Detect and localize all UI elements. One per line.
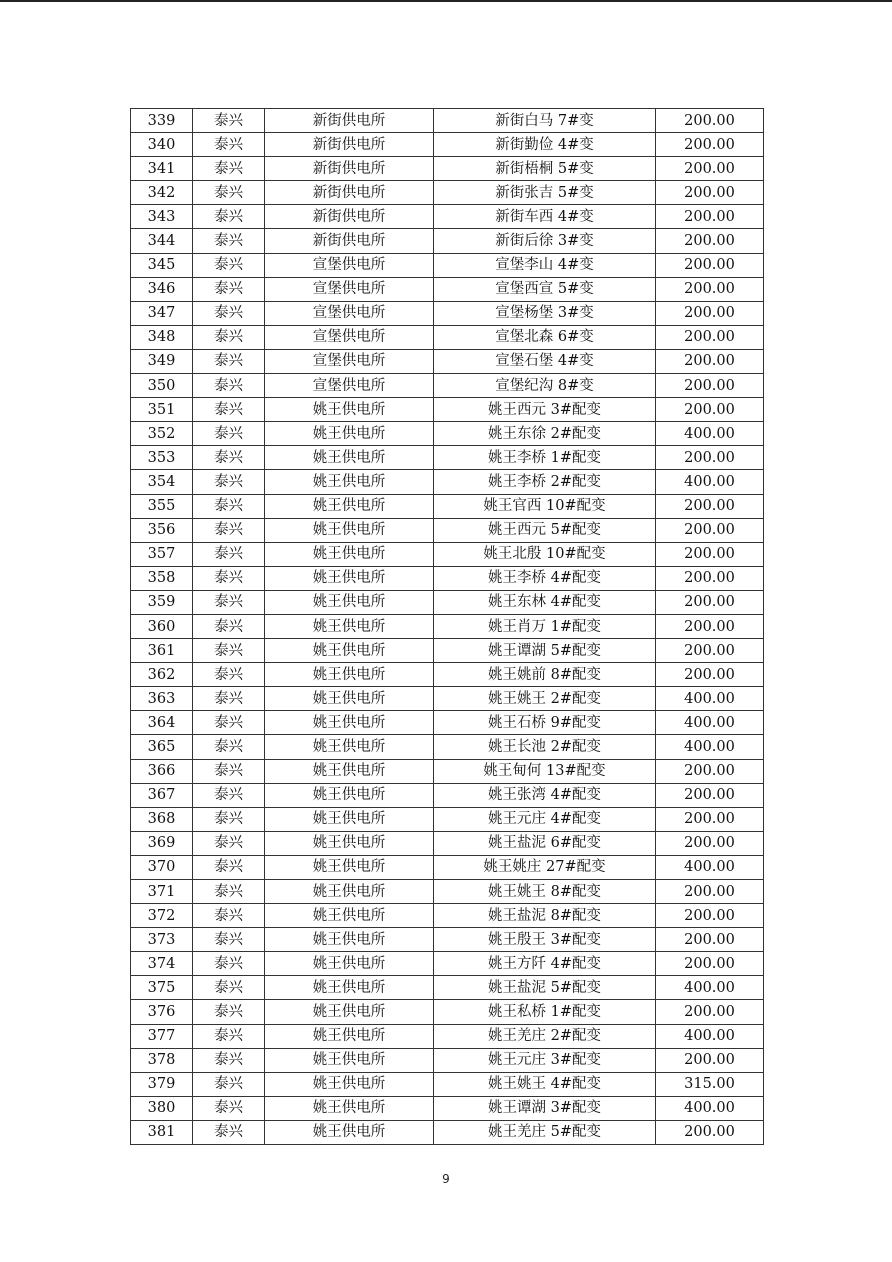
transformer-name-cell: 姚王姚王 8#配变 — [434, 880, 656, 904]
capacity-cell: 200.00 — [656, 614, 764, 638]
capacity-cell: 200.00 — [656, 663, 764, 687]
station-cell: 新街供电所 — [265, 229, 434, 253]
transformer-name-cell: 宣堡石堡 4#变 — [434, 349, 656, 373]
row-index-cell: 381 — [131, 1120, 193, 1144]
transformer-name-cell: 姚王肖万 1#配变 — [434, 614, 656, 638]
top-border-line — [0, 0, 892, 2]
region-cell: 泰兴 — [193, 470, 265, 494]
station-cell: 宣堡供电所 — [265, 253, 434, 277]
transformer-name-cell: 宣堡纪沟 8#变 — [434, 374, 656, 398]
station-cell: 姚王供电所 — [265, 831, 434, 855]
capacity-cell: 200.00 — [656, 928, 764, 952]
region-cell: 泰兴 — [193, 277, 265, 301]
region-cell: 泰兴 — [193, 301, 265, 325]
region-cell: 泰兴 — [193, 735, 265, 759]
region-cell: 泰兴 — [193, 1096, 265, 1120]
row-index-cell: 343 — [131, 205, 193, 229]
table-row — [131, 807, 764, 831]
station-cell: 姚王供电所 — [265, 807, 434, 831]
region-cell: 泰兴 — [193, 1072, 265, 1096]
table-row — [131, 301, 764, 325]
station-cell: 宣堡供电所 — [265, 277, 434, 301]
capacity-cell: 400.00 — [656, 1024, 764, 1048]
region-cell: 泰兴 — [193, 398, 265, 422]
table-row — [131, 952, 764, 976]
transformer-name-cell: 姚王李桥 4#配变 — [434, 566, 656, 590]
row-index-cell: 355 — [131, 494, 193, 518]
transformer-name-cell: 姚王盐泥 6#配变 — [434, 831, 656, 855]
row-index-cell: 354 — [131, 470, 193, 494]
region-cell: 泰兴 — [193, 590, 265, 614]
region-cell: 泰兴 — [193, 1000, 265, 1024]
capacity-cell: 200.00 — [656, 1000, 764, 1024]
capacity-cell: 200.00 — [656, 301, 764, 325]
capacity-cell: 200.00 — [656, 1048, 764, 1072]
table-row — [131, 422, 764, 446]
station-cell: 姚王供电所 — [265, 759, 434, 783]
region-cell: 泰兴 — [193, 639, 265, 663]
transformer-table — [130, 108, 764, 1145]
row-index-cell: 342 — [131, 181, 193, 205]
capacity-cell: 200.00 — [656, 181, 764, 205]
station-cell: 姚王供电所 — [265, 663, 434, 687]
row-index-cell: 360 — [131, 614, 193, 638]
region-cell: 泰兴 — [193, 157, 265, 181]
capacity-cell: 200.00 — [656, 133, 764, 157]
transformer-name-cell: 姚王姚王 2#配变 — [434, 687, 656, 711]
region-cell: 泰兴 — [193, 566, 265, 590]
capacity-cell: 315.00 — [656, 1072, 764, 1096]
transformer-name-cell: 姚王元庄 4#配变 — [434, 807, 656, 831]
table-row — [131, 831, 764, 855]
region-cell: 泰兴 — [193, 1048, 265, 1072]
row-index-cell: 353 — [131, 446, 193, 470]
transformer-name-cell: 宣堡李山 4#变 — [434, 253, 656, 277]
transformer-name-cell: 新街白马 7#变 — [434, 109, 656, 133]
station-cell: 宣堡供电所 — [265, 325, 434, 349]
transformer-name-cell: 姚王石桥 9#配变 — [434, 711, 656, 735]
region-cell: 泰兴 — [193, 831, 265, 855]
capacity-cell: 200.00 — [656, 253, 764, 277]
transformer-name-cell: 姚王李桥 2#配变 — [434, 470, 656, 494]
row-index-cell: 362 — [131, 663, 193, 687]
table-row — [131, 374, 764, 398]
row-index-cell: 341 — [131, 157, 193, 181]
row-index-cell: 374 — [131, 952, 193, 976]
region-cell: 泰兴 — [193, 614, 265, 638]
transformer-name-cell: 新街车西 4#变 — [434, 205, 656, 229]
capacity-cell: 200.00 — [656, 566, 764, 590]
station-cell: 宣堡供电所 — [265, 374, 434, 398]
station-cell: 宣堡供电所 — [265, 349, 434, 373]
capacity-cell: 200.00 — [656, 374, 764, 398]
station-cell: 姚王供电所 — [265, 1096, 434, 1120]
station-cell: 姚王供电所 — [265, 590, 434, 614]
station-cell: 姚王供电所 — [265, 976, 434, 1000]
region-cell: 泰兴 — [193, 374, 265, 398]
transformer-name-cell: 姚王西元 3#配变 — [434, 398, 656, 422]
data-table-container — [130, 108, 763, 1145]
station-cell: 姚王供电所 — [265, 1048, 434, 1072]
region-cell: 泰兴 — [193, 133, 265, 157]
row-index-cell: 361 — [131, 639, 193, 663]
station-cell: 姚王供电所 — [265, 518, 434, 542]
row-index-cell: 363 — [131, 687, 193, 711]
transformer-name-cell: 姚王谭湖 3#配变 — [434, 1096, 656, 1120]
station-cell: 姚王供电所 — [265, 614, 434, 638]
table-row — [131, 711, 764, 735]
capacity-cell: 200.00 — [656, 807, 764, 831]
station-cell: 新街供电所 — [265, 205, 434, 229]
station-cell: 新街供电所 — [265, 133, 434, 157]
region-cell: 泰兴 — [193, 928, 265, 952]
table-row — [131, 157, 764, 181]
transformer-name-cell: 新街后徐 3#变 — [434, 229, 656, 253]
transformer-name-cell: 姚王甸何 13#配变 — [434, 759, 656, 783]
table-row — [131, 277, 764, 301]
capacity-cell: 200.00 — [656, 639, 764, 663]
transformer-name-cell: 宣堡西宣 5#变 — [434, 277, 656, 301]
region-cell: 泰兴 — [193, 807, 265, 831]
table-row — [131, 253, 764, 277]
region-cell: 泰兴 — [193, 494, 265, 518]
capacity-cell: 400.00 — [656, 1096, 764, 1120]
region-cell: 泰兴 — [193, 253, 265, 277]
region-cell: 泰兴 — [193, 181, 265, 205]
station-cell: 新街供电所 — [265, 157, 434, 181]
region-cell: 泰兴 — [193, 952, 265, 976]
region-cell: 泰兴 — [193, 542, 265, 566]
transformer-name-cell: 姚王姚前 8#配变 — [434, 663, 656, 687]
table-row — [131, 614, 764, 638]
station-cell: 新街供电所 — [265, 109, 434, 133]
transformer-name-cell: 姚王北殷 10#配变 — [434, 542, 656, 566]
table-row — [131, 325, 764, 349]
row-index-cell: 378 — [131, 1048, 193, 1072]
row-index-cell: 357 — [131, 542, 193, 566]
capacity-cell: 200.00 — [656, 952, 764, 976]
table-row — [131, 1024, 764, 1048]
row-index-cell: 364 — [131, 711, 193, 735]
row-index-cell: 347 — [131, 301, 193, 325]
table-row — [131, 1120, 764, 1144]
region-cell: 泰兴 — [193, 109, 265, 133]
transformer-name-cell: 姚王长池 2#配变 — [434, 735, 656, 759]
row-index-cell: 370 — [131, 855, 193, 879]
capacity-cell: 200.00 — [656, 880, 764, 904]
station-cell: 姚王供电所 — [265, 470, 434, 494]
row-index-cell: 350 — [131, 374, 193, 398]
station-cell: 姚王供电所 — [265, 542, 434, 566]
capacity-cell: 400.00 — [656, 711, 764, 735]
transformer-name-cell: 姚王东徐 2#配变 — [434, 422, 656, 446]
station-cell: 姚王供电所 — [265, 639, 434, 663]
capacity-cell: 200.00 — [656, 398, 764, 422]
station-cell: 姚王供电所 — [265, 1072, 434, 1096]
row-index-cell: 380 — [131, 1096, 193, 1120]
table-row — [131, 855, 764, 879]
transformer-name-cell: 姚王姚王 4#配变 — [434, 1072, 656, 1096]
capacity-cell: 200.00 — [656, 831, 764, 855]
table-row — [131, 518, 764, 542]
table-row — [131, 1048, 764, 1072]
row-index-cell: 349 — [131, 349, 193, 373]
region-cell: 泰兴 — [193, 759, 265, 783]
transformer-name-cell: 姚王羌庄 2#配变 — [434, 1024, 656, 1048]
transformer-name-cell: 姚王西元 5#配变 — [434, 518, 656, 542]
table-row — [131, 542, 764, 566]
station-cell: 姚王供电所 — [265, 422, 434, 446]
row-index-cell: 375 — [131, 976, 193, 1000]
table-row — [131, 1000, 764, 1024]
table-row — [131, 663, 764, 687]
station-cell: 姚王供电所 — [265, 783, 434, 807]
table-body — [131, 109, 764, 1145]
region-cell: 泰兴 — [193, 446, 265, 470]
table-row — [131, 205, 764, 229]
table-row — [131, 1096, 764, 1120]
station-cell: 姚王供电所 — [265, 855, 434, 879]
transformer-name-cell: 宣堡杨堡 3#变 — [434, 301, 656, 325]
region-cell: 泰兴 — [193, 1120, 265, 1144]
table-row — [131, 590, 764, 614]
row-index-cell: 344 — [131, 229, 193, 253]
transformer-name-cell: 姚王盐泥 8#配变 — [434, 904, 656, 928]
station-cell: 姚王供电所 — [265, 928, 434, 952]
capacity-cell: 200.00 — [656, 109, 764, 133]
capacity-cell: 200.00 — [656, 1120, 764, 1144]
row-index-cell: 359 — [131, 590, 193, 614]
transformer-name-cell: 姚王官西 10#配变 — [434, 494, 656, 518]
table-row — [131, 904, 764, 928]
row-index-cell: 368 — [131, 807, 193, 831]
capacity-cell: 400.00 — [656, 422, 764, 446]
station-cell: 姚王供电所 — [265, 566, 434, 590]
table-row — [131, 1072, 764, 1096]
region-cell: 泰兴 — [193, 783, 265, 807]
capacity-cell: 200.00 — [656, 157, 764, 181]
capacity-cell: 200.00 — [656, 759, 764, 783]
row-index-cell: 371 — [131, 880, 193, 904]
table-row — [131, 976, 764, 1000]
table-row — [131, 349, 764, 373]
table-row — [131, 928, 764, 952]
transformer-name-cell: 姚王元庄 3#配变 — [434, 1048, 656, 1072]
transformer-name-cell: 姚王东林 4#配变 — [434, 590, 656, 614]
row-index-cell: 346 — [131, 277, 193, 301]
table-row — [131, 687, 764, 711]
region-cell: 泰兴 — [193, 663, 265, 687]
row-index-cell: 348 — [131, 325, 193, 349]
station-cell: 宣堡供电所 — [265, 301, 434, 325]
station-cell: 姚王供电所 — [265, 904, 434, 928]
station-cell: 姚王供电所 — [265, 446, 434, 470]
row-index-cell: 352 — [131, 422, 193, 446]
capacity-cell: 200.00 — [656, 904, 764, 928]
station-cell: 姚王供电所 — [265, 735, 434, 759]
region-cell: 泰兴 — [193, 518, 265, 542]
transformer-name-cell: 姚王方阡 4#配变 — [434, 952, 656, 976]
row-index-cell: 377 — [131, 1024, 193, 1048]
transformer-name-cell: 姚王盐泥 5#配变 — [434, 976, 656, 1000]
table-row — [131, 181, 764, 205]
capacity-cell: 200.00 — [656, 205, 764, 229]
transformer-name-cell: 姚王姚庄 27#配变 — [434, 855, 656, 879]
transformer-name-cell: 姚王张湾 4#配变 — [434, 783, 656, 807]
table-row — [131, 446, 764, 470]
capacity-cell: 400.00 — [656, 735, 764, 759]
table-row — [131, 494, 764, 518]
row-index-cell: 339 — [131, 109, 193, 133]
station-cell: 姚王供电所 — [265, 952, 434, 976]
row-index-cell: 345 — [131, 253, 193, 277]
transformer-name-cell: 姚王殷王 3#配变 — [434, 928, 656, 952]
row-index-cell: 365 — [131, 735, 193, 759]
table-row — [131, 639, 764, 663]
station-cell: 新街供电所 — [265, 181, 434, 205]
capacity-cell: 200.00 — [656, 590, 764, 614]
capacity-cell: 400.00 — [656, 687, 764, 711]
transformer-name-cell: 新街梧桐 5#变 — [434, 157, 656, 181]
station-cell: 姚王供电所 — [265, 687, 434, 711]
row-index-cell: 340 — [131, 133, 193, 157]
region-cell: 泰兴 — [193, 422, 265, 446]
capacity-cell: 200.00 — [656, 229, 764, 253]
capacity-cell: 200.00 — [656, 277, 764, 301]
row-index-cell: 372 — [131, 904, 193, 928]
station-cell: 姚王供电所 — [265, 1120, 434, 1144]
transformer-name-cell: 新街勤俭 4#变 — [434, 133, 656, 157]
transformer-name-cell: 姚王李桥 1#配变 — [434, 446, 656, 470]
region-cell: 泰兴 — [193, 229, 265, 253]
row-index-cell: 376 — [131, 1000, 193, 1024]
capacity-cell: 200.00 — [656, 518, 764, 542]
transformer-name-cell: 宣堡北森 6#变 — [434, 325, 656, 349]
row-index-cell: 366 — [131, 759, 193, 783]
region-cell: 泰兴 — [193, 687, 265, 711]
transformer-name-cell: 姚王私桥 1#配变 — [434, 1000, 656, 1024]
region-cell: 泰兴 — [193, 1024, 265, 1048]
table-row — [131, 566, 764, 590]
row-index-cell: 351 — [131, 398, 193, 422]
row-index-cell: 369 — [131, 831, 193, 855]
capacity-cell: 200.00 — [656, 446, 764, 470]
table-row — [131, 735, 764, 759]
page-number: 9 — [442, 1172, 450, 1186]
region-cell: 泰兴 — [193, 349, 265, 373]
transformer-name-cell: 新街张吉 5#变 — [434, 181, 656, 205]
region-cell: 泰兴 — [193, 205, 265, 229]
station-cell: 姚王供电所 — [265, 711, 434, 735]
region-cell: 泰兴 — [193, 711, 265, 735]
table-row — [131, 398, 764, 422]
station-cell: 姚王供电所 — [265, 1000, 434, 1024]
table-row — [131, 783, 764, 807]
capacity-cell: 400.00 — [656, 976, 764, 1000]
region-cell: 泰兴 — [193, 904, 265, 928]
capacity-cell: 400.00 — [656, 855, 764, 879]
station-cell: 姚王供电所 — [265, 398, 434, 422]
region-cell: 泰兴 — [193, 325, 265, 349]
capacity-cell: 200.00 — [656, 494, 764, 518]
station-cell: 姚王供电所 — [265, 1024, 434, 1048]
region-cell: 泰兴 — [193, 880, 265, 904]
capacity-cell: 400.00 — [656, 470, 764, 494]
capacity-cell: 200.00 — [656, 542, 764, 566]
row-index-cell: 373 — [131, 928, 193, 952]
row-index-cell: 358 — [131, 566, 193, 590]
station-cell: 姚王供电所 — [265, 880, 434, 904]
row-index-cell: 356 — [131, 518, 193, 542]
region-cell: 泰兴 — [193, 976, 265, 1000]
table-row — [131, 109, 764, 133]
table-row — [131, 470, 764, 494]
table-row — [131, 229, 764, 253]
capacity-cell: 200.00 — [656, 783, 764, 807]
row-index-cell: 379 — [131, 1072, 193, 1096]
capacity-cell: 200.00 — [656, 349, 764, 373]
region-cell: 泰兴 — [193, 855, 265, 879]
table-row — [131, 133, 764, 157]
table-row — [131, 880, 764, 904]
row-index-cell: 367 — [131, 783, 193, 807]
station-cell: 姚王供电所 — [265, 494, 434, 518]
transformer-name-cell: 姚王谭湖 5#配变 — [434, 639, 656, 663]
transformer-name-cell: 姚王羌庄 5#配变 — [434, 1120, 656, 1144]
capacity-cell: 200.00 — [656, 325, 764, 349]
table-row — [131, 759, 764, 783]
